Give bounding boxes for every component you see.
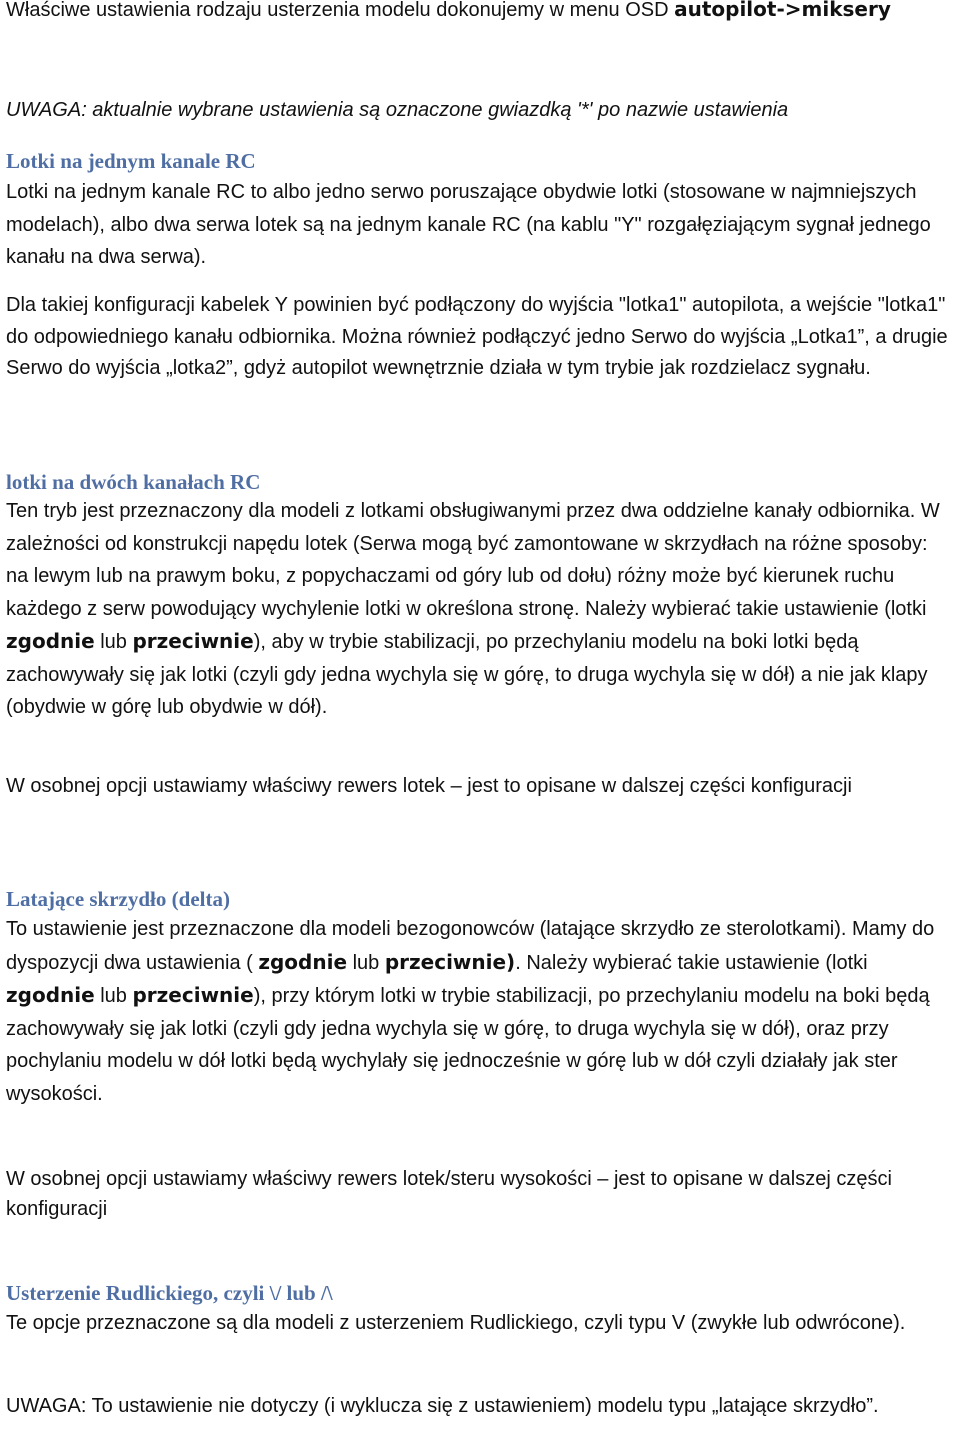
option-przeciwnie: przeciwnie) xyxy=(384,949,516,974)
section4-paragraph2: UWAGA: To ustawienie nie dotyczy (i wyklucza się z ustawieniem) modelu typu „latające skrzydło”. xyxy=(6,1395,879,1417)
section3-paragraph1 xyxy=(6,913,954,1110)
option-przeciwnie: przeciwnie xyxy=(132,629,254,653)
section2-text-a: Ten tryb jest przeznaczony dla modeli z lotkami obsługiwanymi przez dwa oddzielne kanały odbiornika. W zależności od konstrukcji napędu lotek (Serwa mogą być zamontowane w skrzydłach na różne sposoby: na lewym lub na prawym boku, z popychaczami od góry lub od dołu) różny może być kierunek ruchu każdego z serw powodujący wychylenie lotki w określona stronę. Należy wybierać takie ustawienie (lotki xyxy=(6,500,940,620)
section2-paragraph1 xyxy=(6,495,954,724)
intro-paragraph xyxy=(6,0,954,28)
option-zgodnie: zgodnie xyxy=(6,983,95,1007)
option-zgodnie: zgodnie xyxy=(258,949,348,974)
section2-text-b: ), aby w trybie stabilizacji, po przechylaniu modelu na boki lotki będą zachowywały się jak lotki (czyli gdy jedna wychyla się w górę, to druga wychyla się w dół) a nie jak klapy (obydwie w górę lub obydwie w dół). xyxy=(6,631,928,718)
section4-paragraph1: Te opcje przeznaczone są dla modeli z usterzeniem Rudlickiego, czyli typu V (zwykłe lub odwrócone). xyxy=(6,1312,906,1334)
heading-section4: Usterzenie Rudlickiego, czyli \/ lub /\ xyxy=(6,1281,333,1305)
menu-path: autopilot->miksery xyxy=(674,0,891,21)
section3-text-mid2: lub xyxy=(94,985,133,1007)
note-text: UWAGA: aktualnie wybrane ustawienia są oznaczone gwiazdką '*' po nazwie ustawienia xyxy=(6,99,789,121)
section1-paragraph2: Dla takiej konfiguracji kabelek Y powinien być podłączony do wyjścia "lotka1" autopilota, a wejście "lotka1" do odpowiedniego kanału odbiornika. Można również podłączyć jedno Serwo do wyjścia „Lotka1”, a drugie Serwo do wyjścia „lotka2”, gdyż autopilot wewnętrznie działa w tym trybie jak rozdzielacz sygnału. xyxy=(6,294,948,379)
section1-paragraph1: Lotki na jednym kanale RC to albo jedno serwo poruszające obydwie lotki (stosowane w najmniejszych modelach), albo dwa serwa lotek są na jednym kanale RC (na kablu "Y" rozgałęziającym sygnał jednego kanału na dwa serwa). xyxy=(6,181,931,268)
section3-text-b: . Należy wybierać takie ustawienie (lotki xyxy=(515,951,868,974)
intro-text: Właściwe ustawienia rodzaju usterzenia modelu dokonujemy w menu OSD xyxy=(6,0,675,21)
section2-paragraph2: W osobnej opcji ustawiamy właściwy rewers lotek – jest to opisane w dalszej części konfiguracji xyxy=(6,775,852,797)
heading-section2: lotki na dwóch kanałach RC xyxy=(6,470,261,494)
section3-text-mid1: lub xyxy=(347,951,385,974)
section2-text-mid: lub xyxy=(94,631,133,653)
option-przeciwnie: przeciwnie xyxy=(132,983,254,1007)
heading-section3: Latające skrzydło (delta) xyxy=(6,887,230,911)
section3-paragraph2: W osobnej opcji ustawiamy właściwy rewers lotek/steru wysokości – jest to opisane w dalszej części konfiguracji xyxy=(6,1168,892,1220)
option-zgodnie: zgodnie xyxy=(6,629,95,653)
section3-text-a: To ustawienie jest przeznaczone dla modeli bezogonowców (latające skrzydło ze sterolotkami). Mamy do dyspozycji dwa ustawienia ( xyxy=(6,918,935,974)
heading-section1: Lotki na jednym kanale RC xyxy=(6,149,256,173)
section3-text-c: ), przy którym lotki w trybie stabilizacji, po przechylaniu modelu na boki będą zachowywały się jak lotki (czyli gdy jedna wychyla się w górę, to druga wychyla się w dół), oraz przy pochylaniu modelu w dół lotki będą wychylały się jednocześnie w górę lub w dół czyli działały jak ster wysokości. xyxy=(6,985,930,1105)
